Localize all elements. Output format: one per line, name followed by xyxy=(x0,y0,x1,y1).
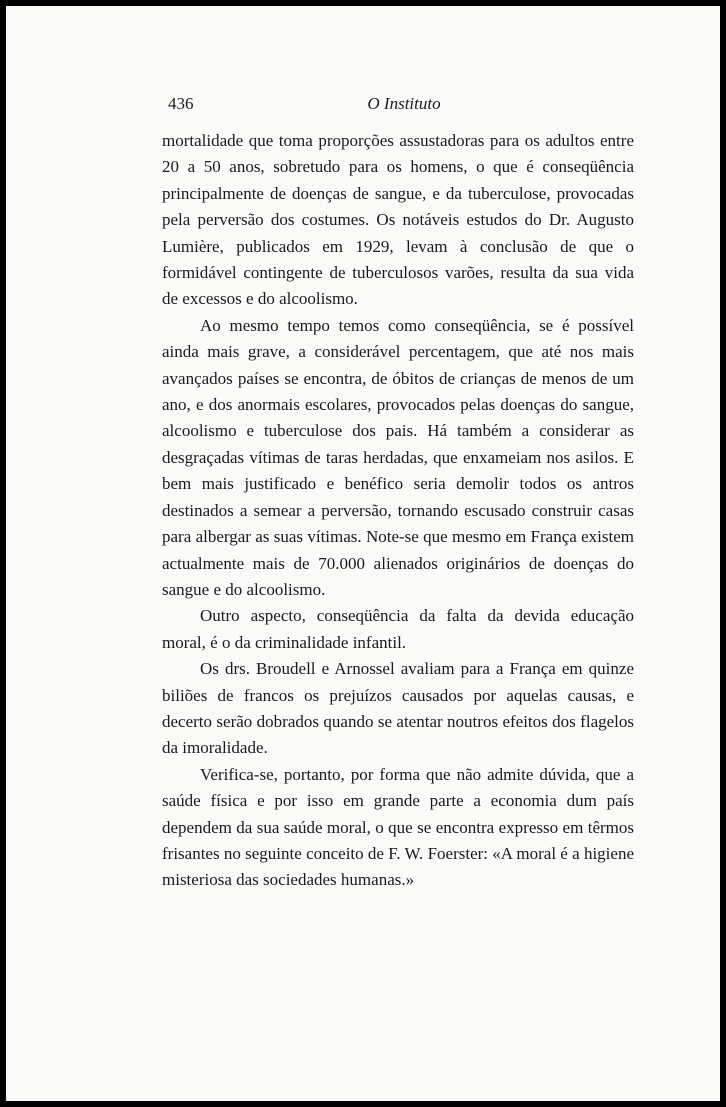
body-text xyxy=(162,128,634,894)
running-title: O Instituto xyxy=(367,94,441,113)
paragraph-4: Os drs. Broudell e Arnossel avaliam para a França em quinze biliões de francos os prejuízos causados por aquelas causas, e decerto serão dobrados quando se atentar noutros efeitos dos flagelos da imoralidade. xyxy=(162,659,634,758)
page-header xyxy=(168,94,640,118)
page-number: 436 xyxy=(168,94,194,113)
paragraph-5: Verifica-se, portanto, por forma que não admite dúvida, que a saúde física e por isso em grande parte a economia dum país dependem da sua saúde moral, o que se encontra expresso em têrmos frisantes no seguinte conceito de F. W. Foerster: «A moral é a higiene misteriosa das sociedades humanas.» xyxy=(162,764,634,890)
paragraph-2: Ao mesmo tempo temos como conseqüência, se é possível ainda mais grave, a considerável percentagem, que até nos mais avançados países se encontra, de óbitos de crianças de menos de um ano, e dos anormais escolares, provocados pelas doenças do sangue, alcoolismo e tuberculose dos pais. Há também a considerar as desgraçadas vítimas de taras herdadas, que enxameiam nos asilos. E bem mais justificado e benéfico seria demolir todos os antros destinados a semear a perversão, tornando escusado construir casas para albergar as suas vítimas. Note-se que mesmo em França existem actualmente mais de 70.000 alienados originários de doenças do sangue e do alcoolismo. xyxy=(162,315,634,599)
paragraph-1: mortalidade que toma proporções assustadoras para os adultos entre 20 a 50 anos, sobretudo para os homens, o que é conseqüência principalmente de doenças de sangue, e da tuberculose, provocadas pela perversão dos costumes. Os notáveis estudos do Dr. Augusto Lumière, publicados em 1929, levam à conclusão de que o formidável contingente de tuberculosos varões, resulta da sua vida de excessos e do alcoolismo. xyxy=(162,131,634,309)
paragraph-3: Outro aspecto, conseqüência da falta da devida educação moral, é o da criminalidade infantil. xyxy=(162,606,634,652)
